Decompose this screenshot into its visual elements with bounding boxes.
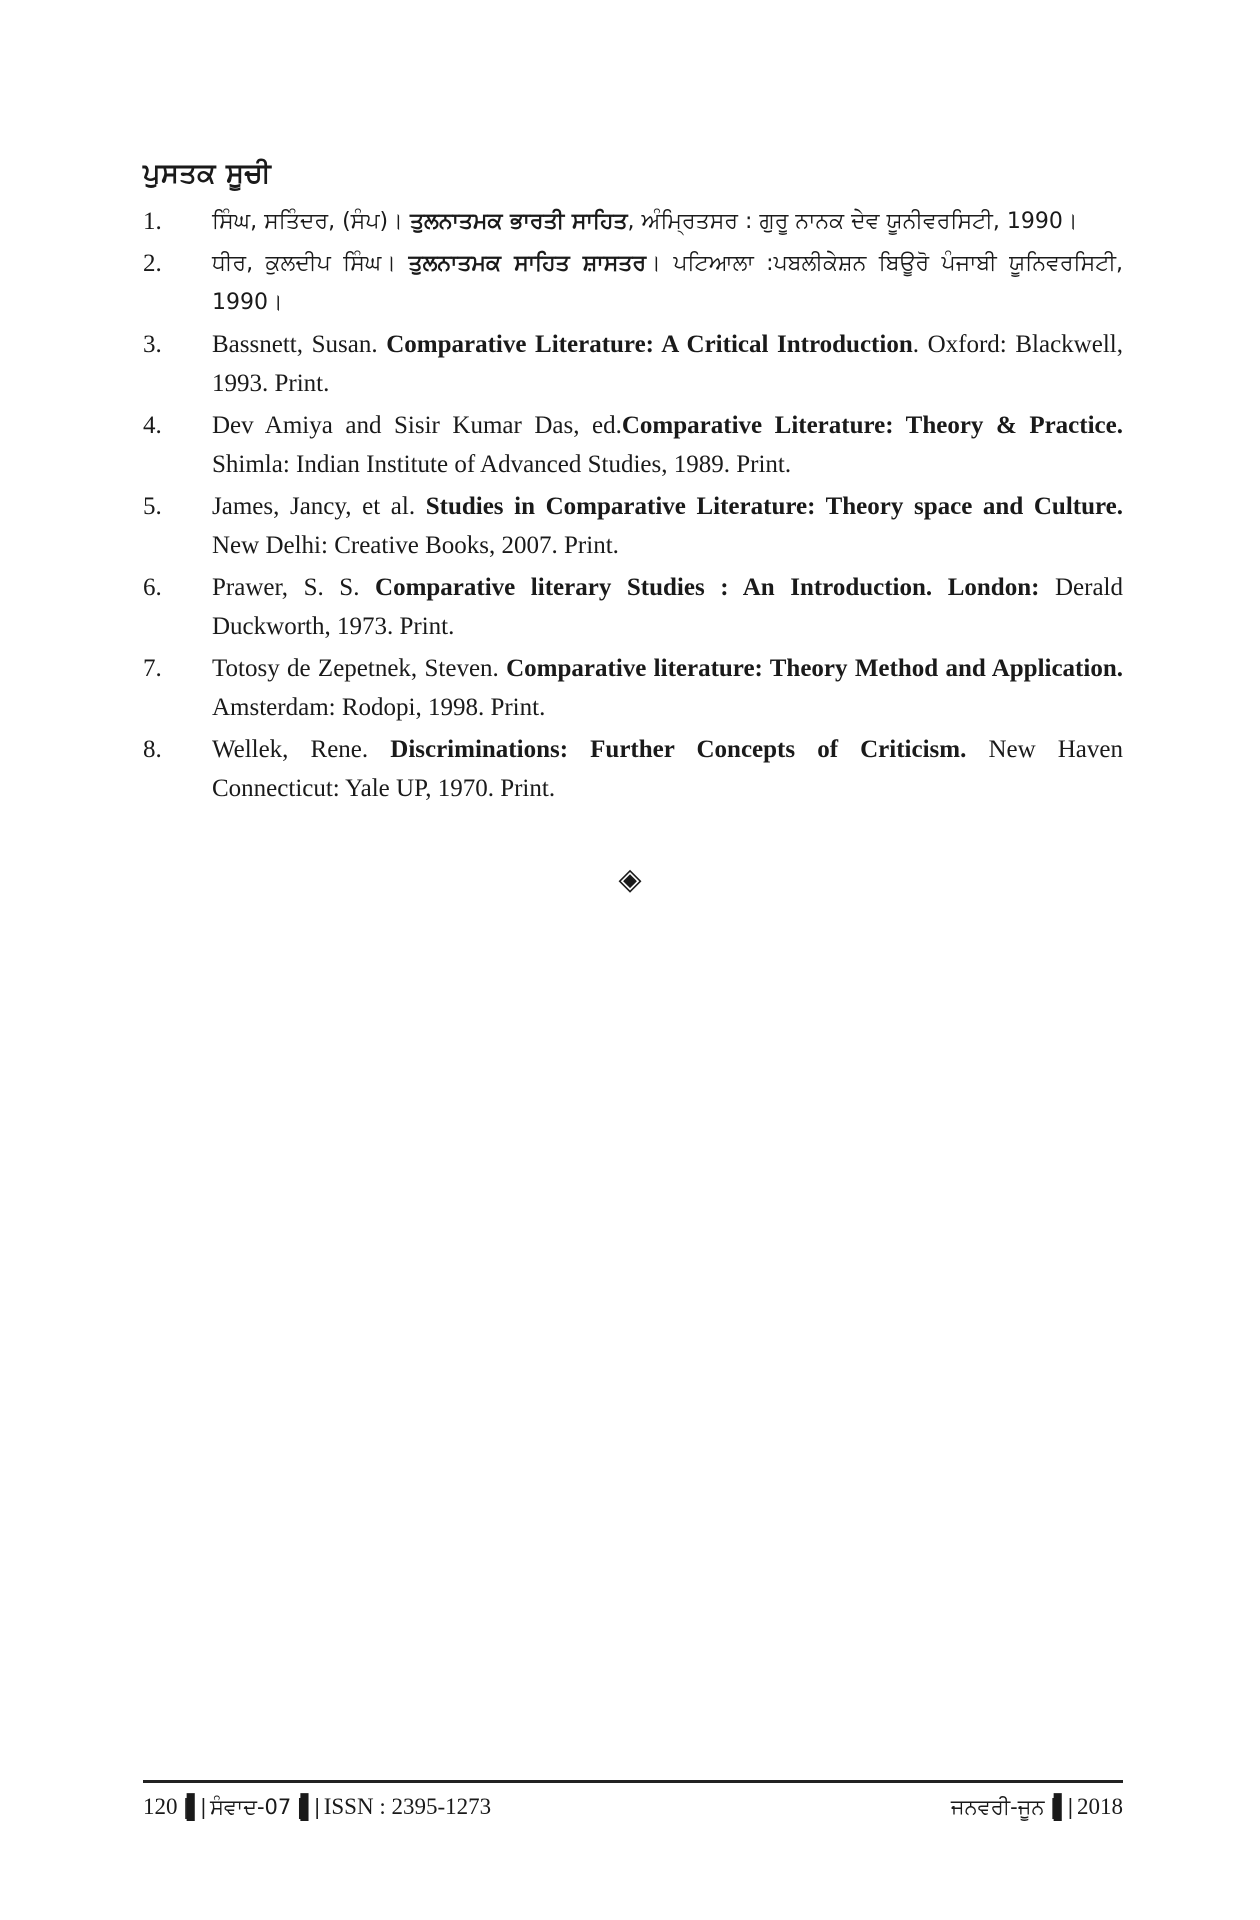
- journal-name: ਸੰਵਾਦ-07: [209, 1795, 292, 1819]
- issue-months: ਜਨਵਰੀ-ਜੂਨ: [950, 1795, 1045, 1819]
- reference-author: Wellek, Rene.: [212, 736, 391, 763]
- page-title: ਪੁਸਤਕ ਸੂਚੀ: [143, 158, 272, 189]
- footer-separator: |▌|: [1050, 1794, 1071, 1819]
- reference-publication: । ਪਟਿਆਲਾ :ਪਬਲੀਕੇਸ਼ਨ ਬਿਊਰੋ ਪੰਜਾਬੀ ਯੂਨਿਵਰਸਿਟੀ, 1990।: [212, 251, 1123, 315]
- reference-publication: New Delhi: Creative Books, 2007. Print.: [212, 532, 619, 559]
- diamond-ornament-icon: ◈: [618, 862, 642, 897]
- reference-title: Comparative Literature: Theory & Practice.: [621, 412, 1123, 439]
- page-number: 120: [143, 1794, 178, 1819]
- reference-title: Studies in Comparative Literature: Theory space and Culture.: [425, 493, 1123, 520]
- reference-author: Prawer, S. S.: [212, 574, 376, 601]
- reference-publication: . Oxford: Blackwell, 1993. Print.: [212, 331, 1123, 397]
- reference-author: ਸਿੰਘ, ਸਤਿੰਦਰ, (ਸੰਪ)।: [212, 209, 410, 234]
- reference-number: 8.: [143, 736, 162, 763]
- reference-number: 3.: [143, 331, 162, 358]
- reference-item: [143, 406, 1123, 484]
- reference-item: [143, 325, 1123, 403]
- reference-number: 7.: [143, 655, 162, 682]
- footer-divider: [143, 1780, 1123, 1783]
- reference-author: ਧੀਰ, ਕੁਲਦੀਪ ਸਿੰਘ।: [212, 251, 409, 276]
- reference-title: Discriminations: Further Concepts of Criticism.: [390, 736, 967, 763]
- footer-separator: |▌|: [297, 1794, 318, 1819]
- reference-title: Comparative Literature: A Critical Introduction: [386, 331, 913, 358]
- reference-number: 5.: [143, 493, 162, 520]
- footer-left: [143, 1794, 491, 1820]
- reference-title: Comparative literature: Theory Method and Application.: [506, 655, 1123, 682]
- reference-item: [143, 202, 1123, 241]
- reference-number: 1.: [143, 208, 162, 235]
- reference-publication: New Haven Connecticut: Yale UP, 1970. Print.: [212, 736, 1124, 802]
- reference-title: ਤੁਲਨਾਤਮਕ ਭਾਰਤੀ ਸਾਹਿਤ: [409, 209, 628, 234]
- issn-number: ISSN : 2395-1273: [323, 1794, 492, 1819]
- reference-number: 2.: [143, 250, 162, 277]
- reference-number: 6.: [143, 574, 162, 601]
- page-footer: [143, 1794, 1123, 1828]
- footer-right: [951, 1794, 1123, 1820]
- issue-year: 2018: [1077, 1794, 1123, 1819]
- reference-item: [143, 568, 1123, 646]
- reference-item: [143, 730, 1123, 808]
- reference-title: Comparative literary Studies : An Introduction. London:: [375, 574, 1040, 601]
- reference-item: [143, 487, 1123, 565]
- reference-author: Dev Amiya and Sisir Kumar Das, ed.: [212, 412, 622, 439]
- reference-item: [143, 649, 1123, 727]
- reference-publication: Amsterdam: Rodopi, 1998. Print.: [212, 694, 546, 721]
- reference-title: ਤੁਲਨਾਤਮਕ ਸਾਹਿਤ ਸ਼ਾਸਤਰ: [408, 251, 647, 276]
- footer-separator: |▌|: [183, 1794, 204, 1819]
- reference-number: 4.: [143, 412, 162, 439]
- reference-item: [143, 244, 1123, 322]
- reference-publication: , ਅੰਮ੍ਰਿਤਸਰ : ਗੁਰੂ ਨਾਨਕ ਦੇਵ ਯੂਨੀਵਰਸਿਟੀ, 1990।: [627, 209, 1078, 234]
- reference-author: James, Jancy, et al.: [212, 493, 426, 520]
- reference-list: [143, 202, 1123, 811]
- reference-publication: Shimla: Indian Institute of Advanced Studies, 1989. Print.: [212, 451, 792, 478]
- reference-author: Totosy de Zepetnek, Steven.: [212, 655, 507, 682]
- reference-author: Bassnett, Susan.: [212, 331, 387, 358]
- reference-publication: Derald Duckworth, 1973. Print.: [212, 574, 1123, 640]
